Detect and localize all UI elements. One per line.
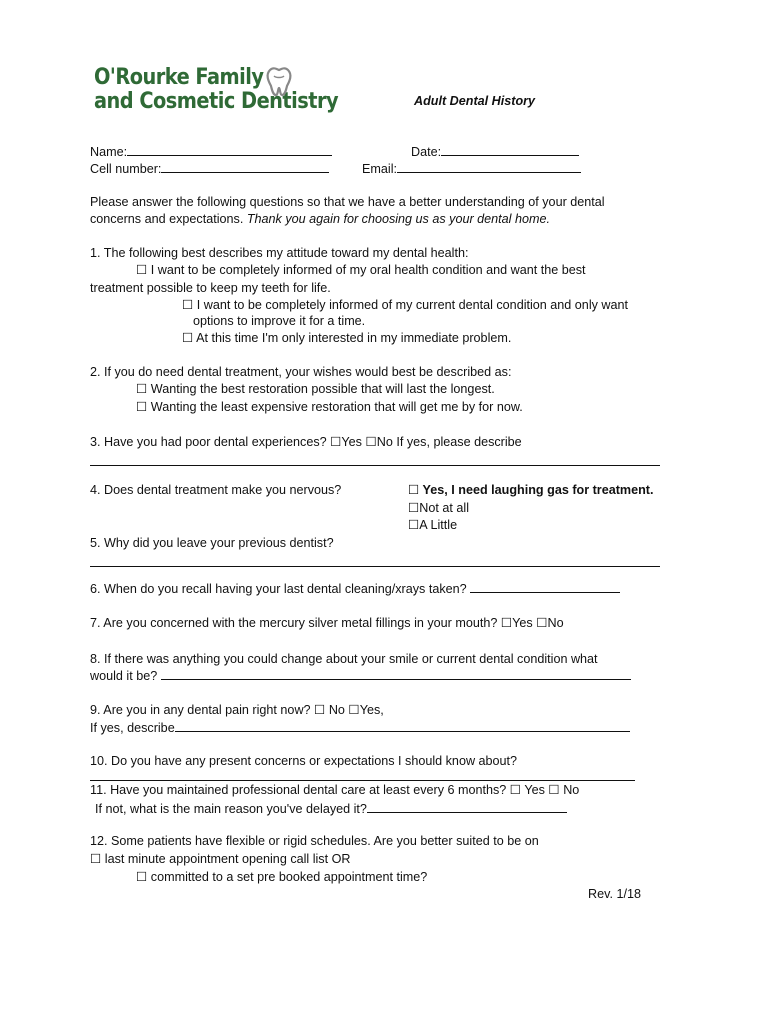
q4-option-a-little[interactable]: ☐A Little bbox=[408, 518, 458, 532]
revision-label: Rev. 1/18 bbox=[588, 887, 641, 901]
email-row bbox=[362, 160, 581, 177]
question-9: 9. Are you in any dental pain right now? ☐ No ☐Yes, bbox=[90, 703, 384, 717]
q4-option-laughing-gas[interactable]: ☐ Yes, I need laughing gas for treatment. bbox=[408, 483, 654, 497]
q5-answer-line[interactable] bbox=[90, 566, 660, 567]
question-11: 11. Have you maintained professional dental care at least every 6 months? ☐ Yes ☐ No bbox=[90, 783, 580, 797]
question-4: 4. Does dental treatment make you nervous? bbox=[90, 483, 342, 497]
q12-option-2[interactable]: ☐ committed to a set pre booked appointment time? bbox=[136, 870, 428, 884]
q3-answer-line[interactable] bbox=[90, 465, 660, 466]
q4-option-not-at-all[interactable]: ☐Not at all bbox=[408, 501, 469, 515]
question-2: 2. If you do need dental treatment, your wishes would best be described as: bbox=[90, 365, 512, 379]
logo-line-2: and Cosmetic Dentistry bbox=[94, 89, 339, 114]
cell-label: Cell number: bbox=[90, 162, 162, 176]
question-1: 1. The following best describes my attitude toward my dental health: bbox=[90, 246, 469, 260]
form-title: Adult Dental History bbox=[414, 94, 536, 108]
date-field[interactable] bbox=[441, 143, 579, 156]
email-field[interactable] bbox=[397, 160, 581, 173]
question-8-cont bbox=[90, 667, 631, 684]
intro-text: concerns and expectations. bbox=[90, 212, 244, 226]
question-9-cont bbox=[90, 719, 630, 736]
question-6 bbox=[90, 580, 620, 597]
q9-text: If yes, describe bbox=[90, 721, 175, 735]
q1-option-3[interactable]: ☐ At this time I'm only interested in my immediate problem. bbox=[182, 331, 512, 345]
q10-answer-line[interactable] bbox=[90, 780, 635, 781]
q8-answer-field[interactable] bbox=[161, 667, 631, 680]
cell-number-field[interactable] bbox=[161, 160, 329, 173]
q2-option-1[interactable]: ☐ Wanting the best restoration possible that will last the longest. bbox=[136, 382, 495, 396]
q1-option-1[interactable]: ☐ I want to be completely informed of my oral health condition and want the best bbox=[136, 263, 586, 277]
tooth-icon bbox=[262, 64, 296, 98]
q6-text: 6. When do you recall having your last dental cleaning/xrays taken? bbox=[90, 582, 467, 596]
question-8: 8. If there was anything you could change about your smile or current dental condition what bbox=[90, 652, 598, 666]
intro-thanks: Thank you again for choosing us as your dental home. bbox=[246, 212, 550, 226]
question-11-cont bbox=[95, 800, 567, 817]
q11-text: If not, what is the main reason you've delayed it? bbox=[95, 802, 367, 816]
intro-line-1: Please answer the following questions so that we have a better understanding of your dental bbox=[90, 195, 605, 209]
practice-logo bbox=[94, 66, 338, 114]
name-field[interactable] bbox=[127, 143, 332, 156]
q8-text: would it be? bbox=[90, 669, 158, 683]
date-label: Date: bbox=[411, 145, 442, 159]
q11-answer-field[interactable] bbox=[367, 800, 567, 813]
logo-line-1: O'Rourke Family bbox=[94, 65, 264, 90]
q12-option-1[interactable]: ☐ last minute appointment opening call list OR bbox=[90, 852, 351, 866]
intro-line-2 bbox=[90, 211, 550, 227]
question-12: 12. Some patients have flexible or rigid schedules. Are you better suited to be on bbox=[90, 834, 539, 848]
q9-answer-field[interactable] bbox=[175, 719, 630, 732]
name-row bbox=[90, 143, 332, 160]
date-row bbox=[411, 143, 579, 160]
question-5: 5. Why did you leave your previous dentist? bbox=[90, 536, 334, 550]
email-label: Email: bbox=[362, 162, 397, 176]
q6-answer-field[interactable] bbox=[470, 580, 620, 593]
name-label: Name: bbox=[90, 145, 128, 159]
q2-option-2[interactable]: ☐ Wanting the least expensive restoration that will get me by for now. bbox=[136, 400, 523, 414]
question-3: 3. Have you had poor dental experiences? ☐Yes ☐No If yes, please describe bbox=[90, 435, 522, 449]
q1-option-2[interactable]: ☐ I want to be completely informed of my current dental condition and only want bbox=[182, 298, 629, 312]
q1-option-1-cont: treatment possible to keep my teeth for life. bbox=[90, 281, 331, 295]
q1-option-2-cont: options to improve it for a time. bbox=[193, 314, 366, 328]
cell-row bbox=[90, 160, 329, 177]
question-7: 7. Are you concerned with the mercury silver metal fillings in your mouth? ☐Yes ☐No bbox=[90, 616, 564, 630]
question-10: 10. Do you have any present concerns or expectations I should know about? bbox=[90, 754, 518, 768]
